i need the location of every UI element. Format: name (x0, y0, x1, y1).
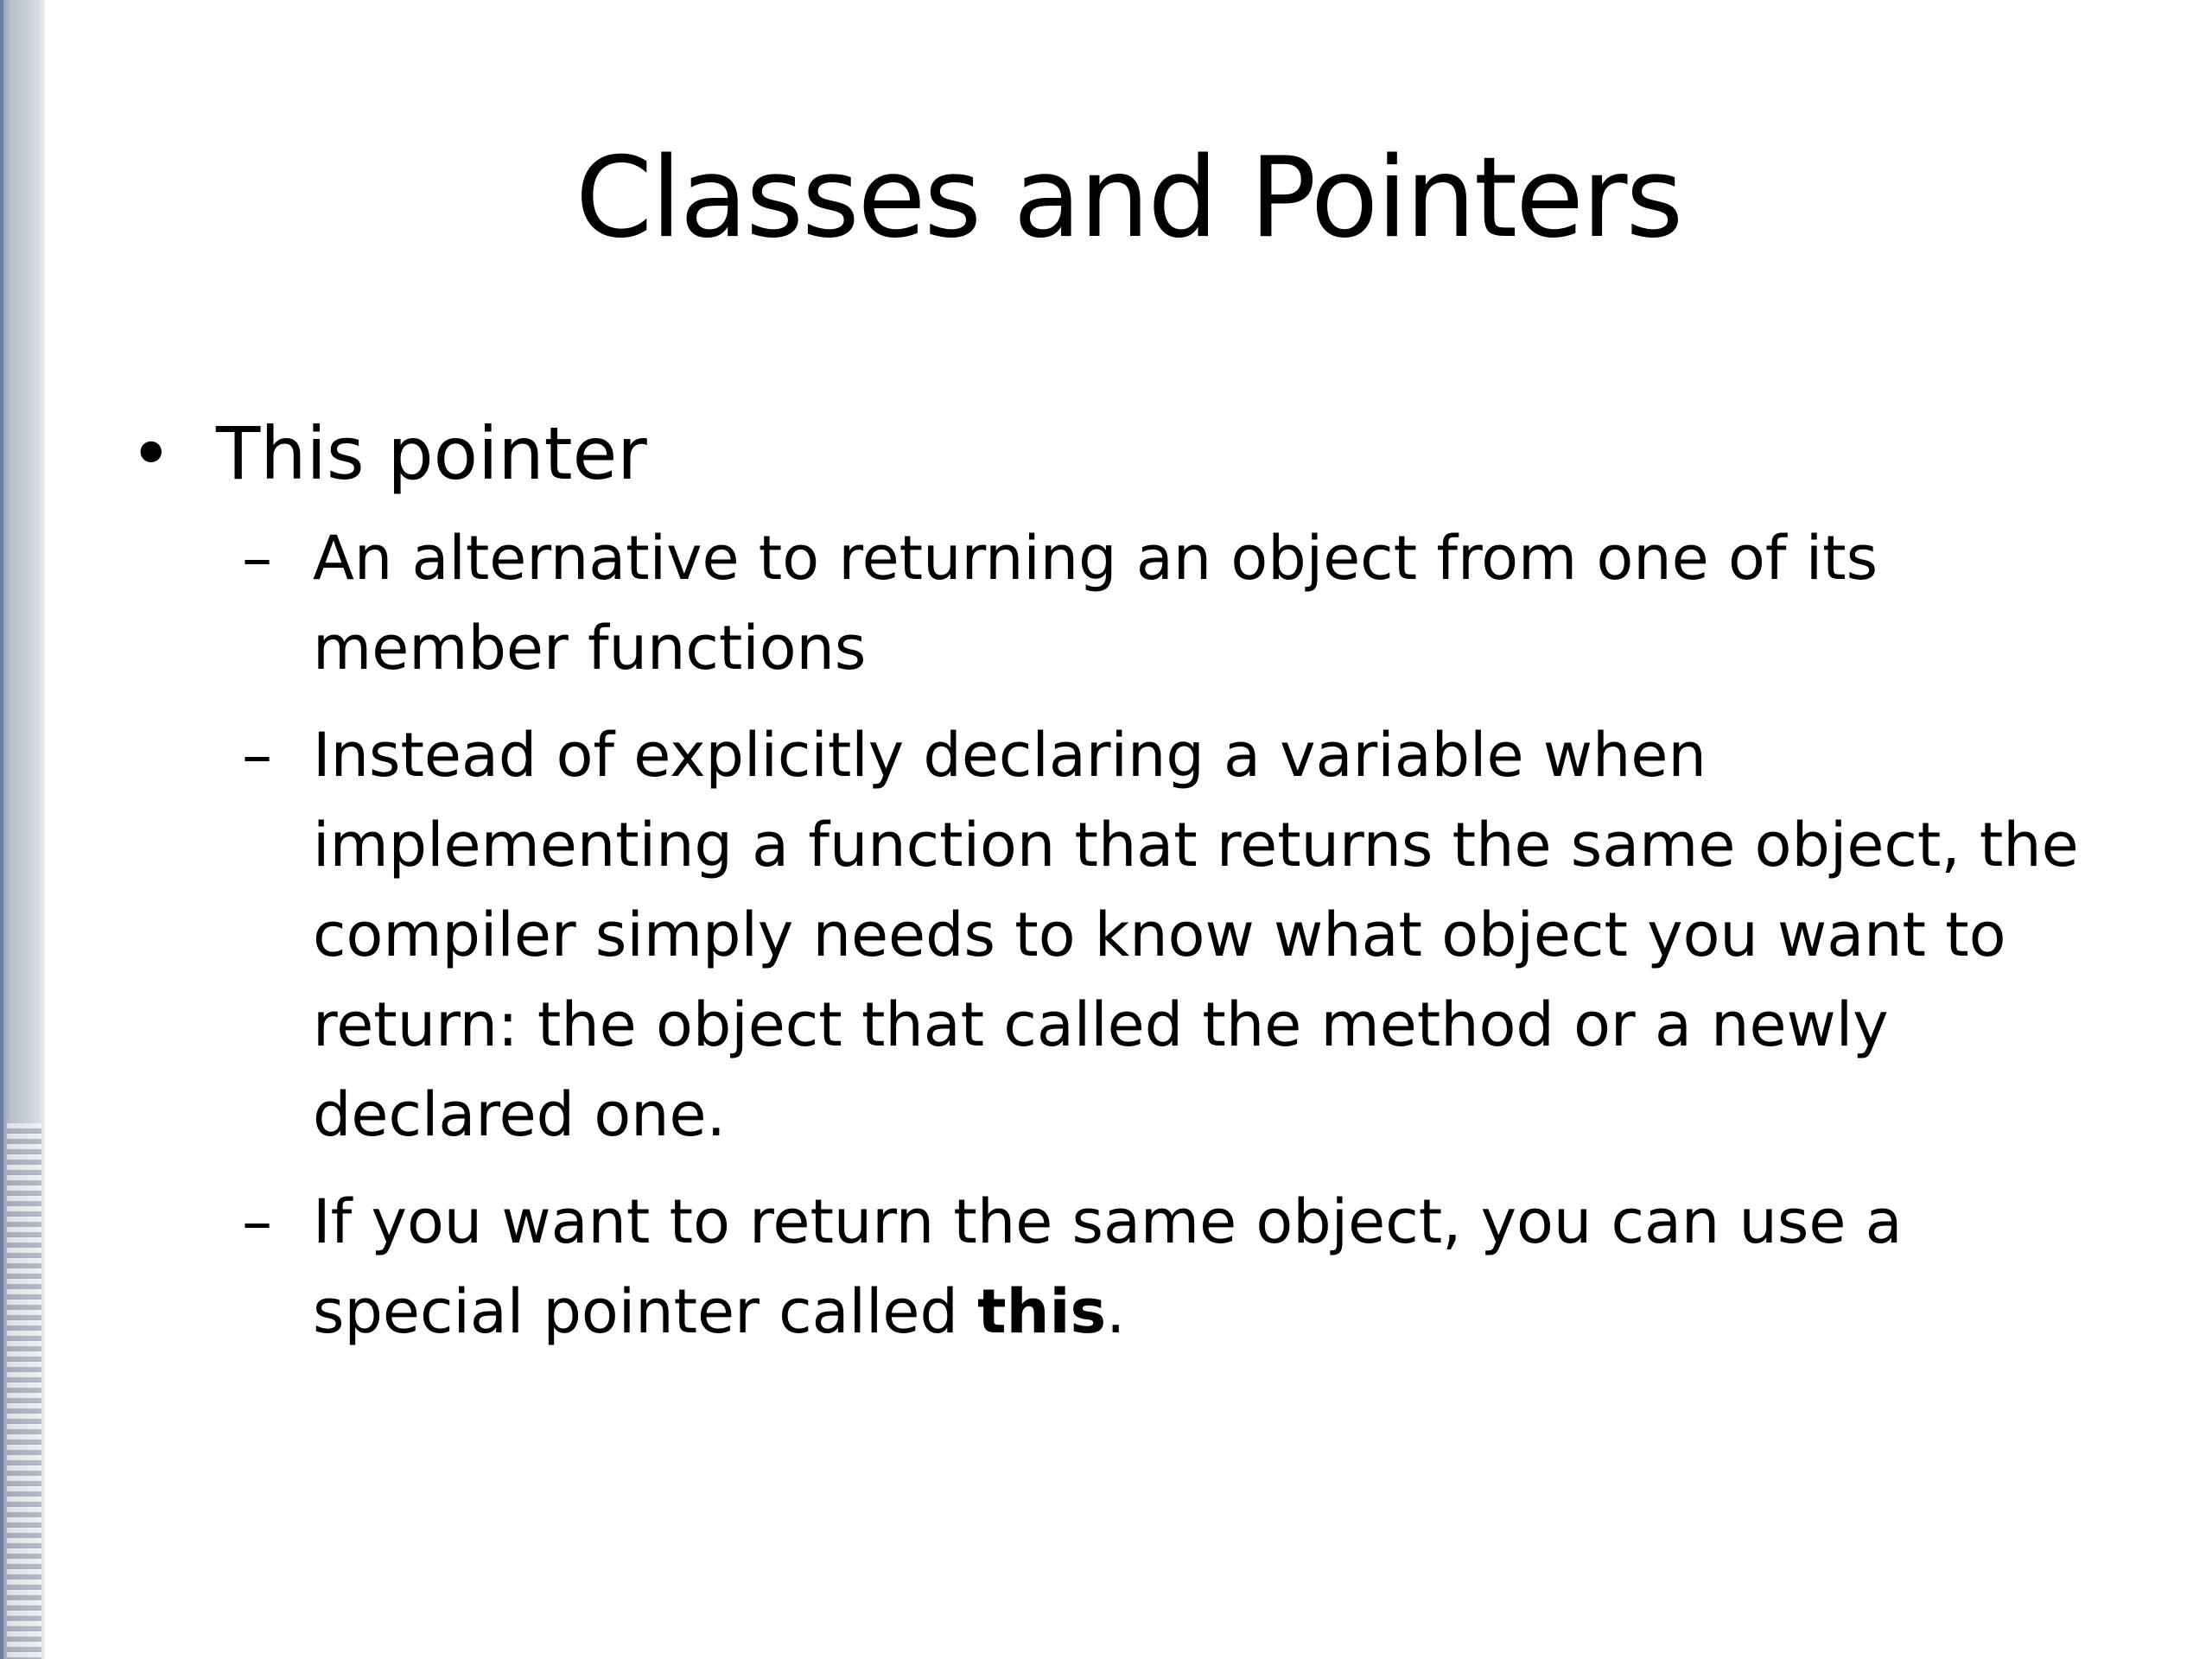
slide-title: Classes and Pointers (575, 134, 1682, 263)
bullet-text: This pointer (216, 411, 647, 496)
sub-bullet-item (242, 1177, 2117, 1357)
sub-bullet-text-after: . (1106, 1276, 1126, 1347)
sub-bullet-marker: – (242, 720, 272, 791)
sub-bullet-text: An alternative to returning an object from one of its member functions (313, 523, 1878, 683)
sub-bullet-marker: – (242, 523, 272, 594)
sub-bullet-text (313, 1177, 2084, 1357)
sub-bullet-marker: – (242, 1186, 272, 1257)
sub-bullet-item (242, 513, 2117, 693)
sub-bullet-item (242, 710, 2117, 1160)
bullet-item (130, 406, 2117, 501)
sub-bullet-text-before: If you want to return the same object, you can use a special pointer called (313, 1186, 1903, 1347)
bullet-marker: • (130, 411, 173, 496)
slide-content (130, 406, 2117, 1374)
slide-side-strip (0, 0, 45, 1659)
sub-bullet-text: Instead of explicitly declaring a variable when implementing a function that returns the same object, the compiler simply needs to know what object you want to return: the object that called the method or a newly declared one. (313, 720, 2079, 1150)
keyword-this: this (977, 1276, 1107, 1347)
